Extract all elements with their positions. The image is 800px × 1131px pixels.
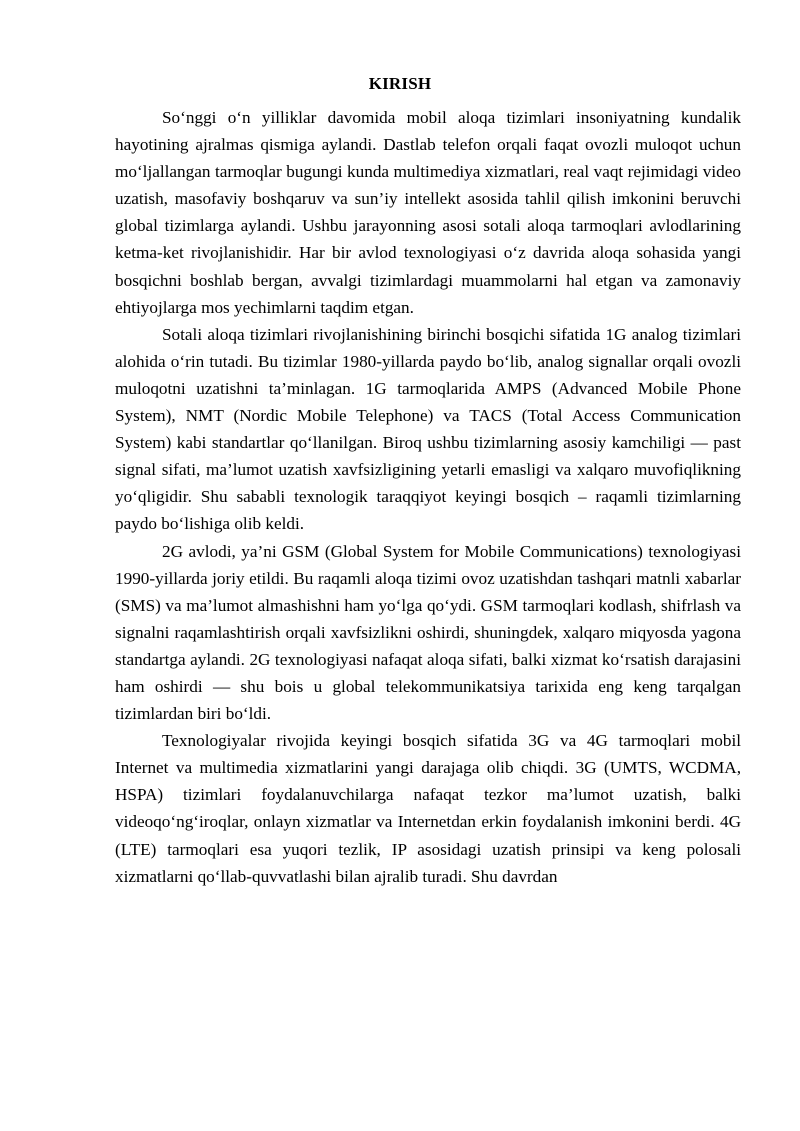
page-title: KIRISH [368, 74, 432, 93]
paragraph-2: Sotali aloqa tizimlari rivojlanishining birinchi bosqichi sifatida 1G analog tizimlari alohida o‘rin tutadi. Bu tizimlar 1980-yillarda paydo bo‘lib, analog signallar orqali ovozli muloqotni uzatishni ta’minlagan. 1G tarmoqlarida AMPS (Advanced Mobile Phone System), NMT (Nordic Mobile Telephone) va TACS (Total Access Communication System) kabi standartlar qo‘llanilgan. Biroq ushbu tizimlarning asosiy kamchiligi — past signal sifati, ma’lumot uzatish xavfsizligining yetarli emasligi va xalqaro muvofiqlikning yo‘qligidir. Shu sababli texnologik taraqqiyot keyingi bosqich – raqamli tizimlarning paydo bo‘lishiga olib keldi. [115, 324, 741, 534]
paragraph-4: Texnologiyalar rivojida keyingi bosqich sifatida 3G va 4G tarmoqlari mobil Internet va multimedia xizmatlarini yangi darajaga olib chiqdi. 3G (UMTS, WCDMA, HSPA) tizimlari foydalanuvchilarga nafaqat tezkor ma’lumot uzatish, balki videoqo‘ng‘iroqlar, onlayn xizmatlar va Internetdan erkin foydalanish imkonini berdi. 4G (LTE) tarmoqlari esa yuqori tezlik, IP asosidagi uzatish prinsipi va keng polosali xizmatlarni qo‘llab-quvvatlashi bilan ajralib turadi. Shu davrdan [115, 731, 741, 886]
paragraph-3: 2G avlodi, ya’ni GSM (Global System for Mobile Communications) texnologiyasi 1990-yillarda joriy etildi. Bu raqamli aloqa tizimi ovoz uzatishdan tashqari matnli xabarlar (SMS) va ma’lumot almashishni ham yo‘lga qo‘ydi. GSM tarmoqlari kodlash, shifrlash va signalni raqamlashtirish orqali xavfsizlikni oshirdi, shuningdek, xalqaro miqyosda yagona standartga aylandi. 2G texnologiyasi nafaqat aloqa sifati, balki xizmat ko‘rsatish darajasini ham oshirdi — shu bois u global telekommunikatsiya tarixida eng keng tarqalgan tizimlardan biri bo‘ldi. [115, 541, 741, 724]
body-text [115, 104, 741, 890]
paragraph-1: So‘nggi o‘n yilliklar davomida mobil aloqa tizimlari insoniyatning kundalik hayotining ajralmas qismiga aylandi. Dastlab telefon orqali faqat ovozli muloqot uchun mo‘ljallangan tarmoqlar bugungi kunda multimediya xizmatlari, real vaqt rejimidagi video uzatish, masofaviy boshqaruv va sun’iy intellekt asosida tahlil qilish imkonini beruvchi global tizimlarga aylandi. Ushbu jarayonning asosi sotali aloqa tarmoqlari avlodlarining ketma-ket rivojlanishidir. Har bir avlod texnologiyasi o‘z davrida aloqa sohasida yangi bosqichni boshlab bergan, avvalgi tizimlardagi muammolarni hal etgan va zamonaviy ehtiyojlarga mos yechimlarni taqdim etgan. [115, 108, 741, 317]
